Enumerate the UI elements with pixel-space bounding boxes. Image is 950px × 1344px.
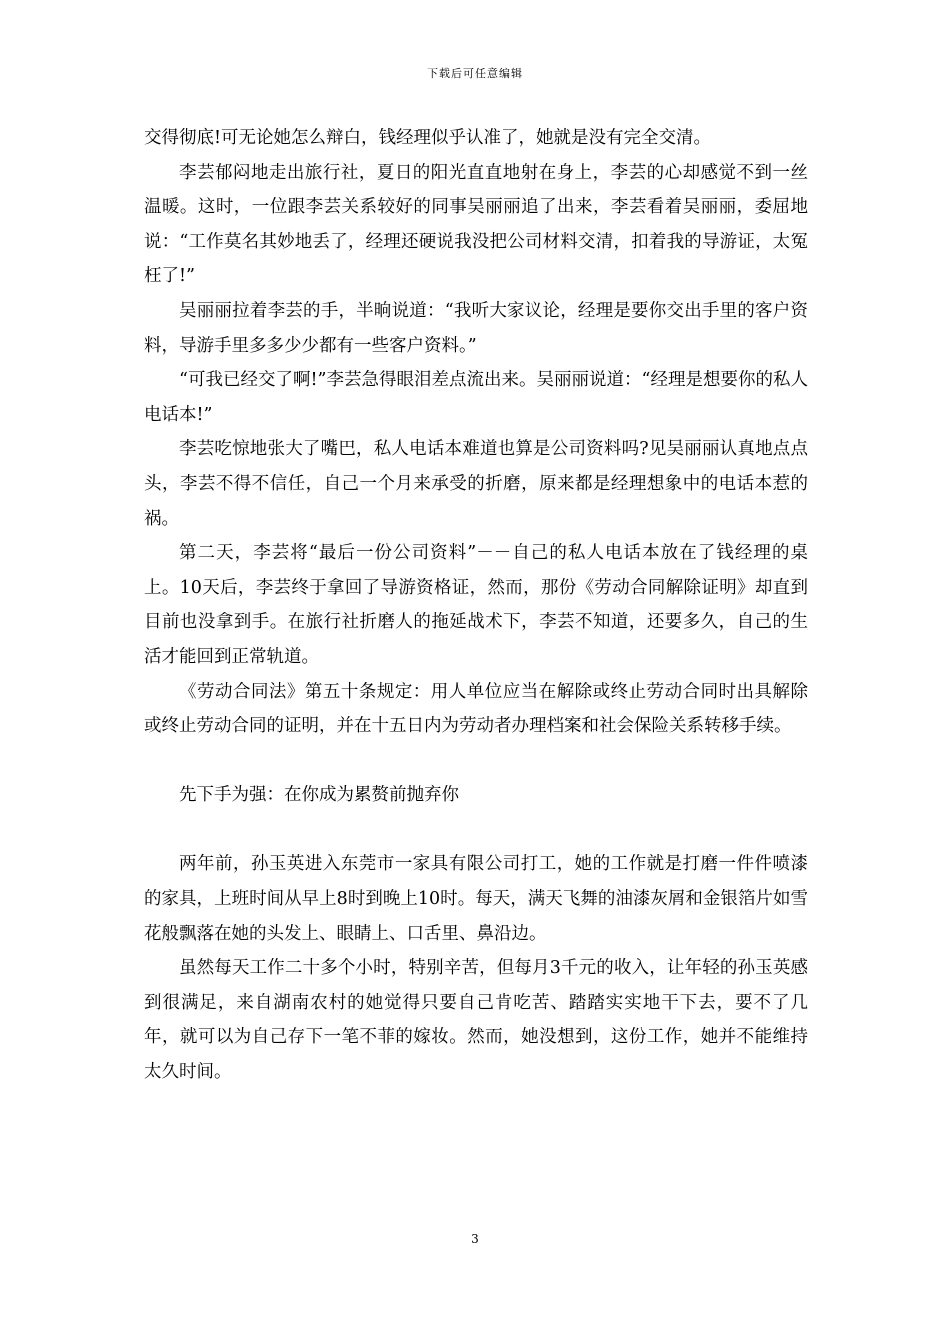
paragraph: 虽然每天工作二十多个小时，特别辛苦，但每月3千元的收入，让年轻的孙玉英感到很满足，来自湖南农村的她觉得只要自己肯吃苦、踏踏实实地干下去，要不了几年，就可以为自己存下一笔不菲的嫁妆。然而，她没想到，这份工作，她并不能维持太久时间。 bbox=[144, 958, 808, 1083]
paragraph: 李芸吃惊地张大了嘴巴，私人电话本难道也算是公司资料吗?见吴丽丽认真地点点头，李芸不得不信任，自己一个月来承受的折磨，原来都是经理想象中的电话本惹的祸。 bbox=[144, 439, 808, 529]
document-body bbox=[144, 121, 808, 1090]
page-number: 3 bbox=[471, 1232, 479, 1246]
paragraph: 李芸郁闷地走出旅行社，夏日的阳光直直地射在身上，李芸的心却感觉不到一丝温暖。这时，一位跟李芸关系较好的同事吴丽丽追了出来，李芸看着吴丽丽，委屈地说：“工作莫名其妙地丢了，经理还硬说我没把公司材料交清，扣着我的导游证，太冤枉了!” bbox=[144, 162, 808, 287]
paragraph: 第二天，李芸将“最后一份公司资料”－－自己的私人电话本放在了钱经理的桌上。10天后，李芸终于拿回了导游资格证，然而，那份《劳动合同解除证明》却直到目前也没拿到手。在旅行社折磨人的拖延战术下，李芸不知道，还要多久，自己的生活才能回到正常轨道。 bbox=[144, 543, 808, 667]
paragraph: 交得彻底!可无论她怎么辩白，钱经理似乎认准了，她就是没有完全交清。 bbox=[144, 128, 712, 148]
paragraph: 吴丽丽拉着李芸的手，半晌说道：“我听大家议论，经理是要你交出手里的客户资料，导游手里多多少少都有一些客户资料。” bbox=[144, 300, 808, 356]
paragraph: 《劳动合同法》第五十条规定：用人单位应当在解除或终止劳动合同时出具解除或终止劳动合同的证明，并在十五日内为劳动者办理档案和社会保险关系转移手续。 bbox=[144, 681, 808, 737]
paragraph: “可我已经交了啊!”李芸急得眼泪差点流出来。吴丽丽说道：“经理是想要你的私人电话本!” bbox=[144, 370, 808, 425]
paragraph: 两年前，孙玉英进入东莞市一家具有限公司打工，她的工作就是打磨一件件喷漆的家具，上班时间从早上8时到晚上10时。每天，满天飞舞的油漆灰屑和金银箔片如雪花般飘落在她的头发上、眼睛上、口舌里、鼻沿边。 bbox=[144, 854, 808, 944]
page-header: 下载后可任意编辑 bbox=[427, 67, 523, 80]
section-heading: 先下手为强：在你成为累赘前抛弃你 bbox=[179, 785, 459, 806]
